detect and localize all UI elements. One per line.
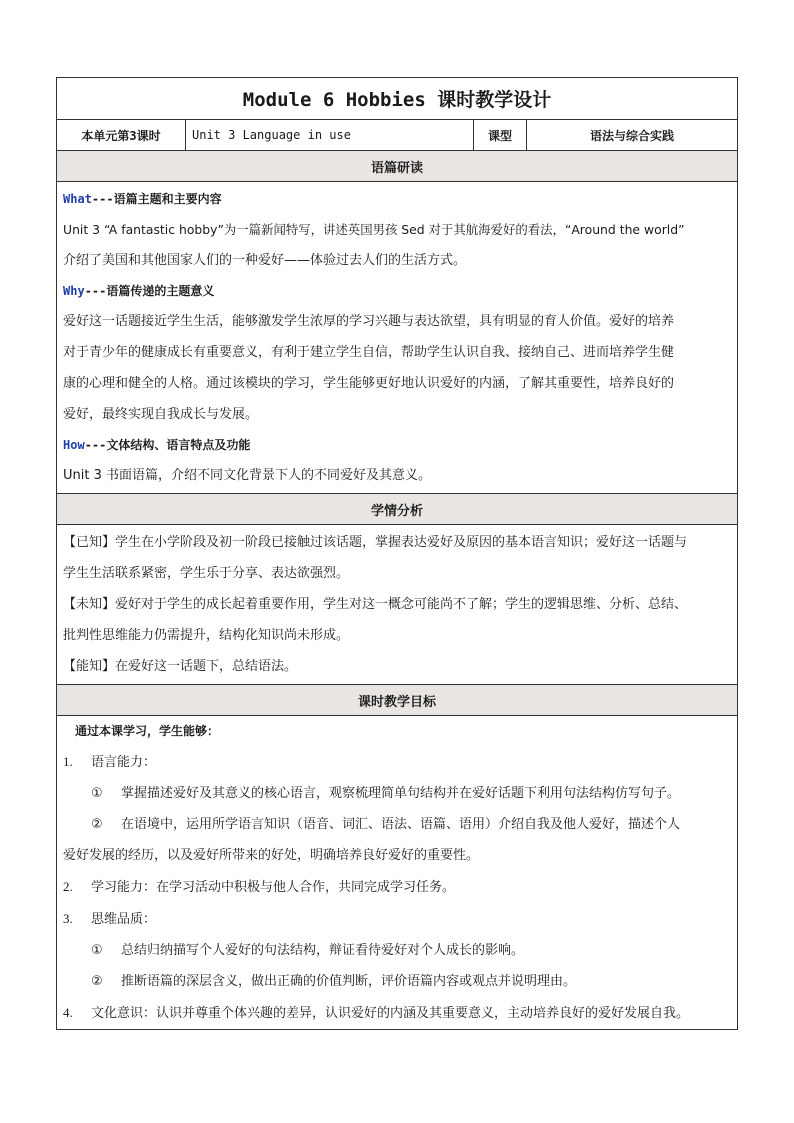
circled-number: ① xyxy=(91,943,103,958)
known-line: 学生生活联系紧密，学生乐于分享、表达欲强烈。 xyxy=(63,566,350,581)
goal-text: 学习能力：在学习活动中积极与他人合作，共同完成学习任务。 xyxy=(91,880,456,895)
how-keyword: How xyxy=(63,438,85,452)
lesson-label: 本单元第3课时 xyxy=(57,120,186,150)
what-text-line: Unit 3 “A fantastic hobby”为一篇新闻特写，讲述英国男孩 Sed 对于其航海爱好的看法，“Around the world” xyxy=(63,222,685,237)
why-text-line: 康的心理和健全的人格。通过该模块的学习，学生能够更好地认识爱好的内涵，了解其重要性，培养良好的 xyxy=(63,376,675,391)
goal-1 xyxy=(63,746,731,778)
goal-4 xyxy=(63,997,731,1029)
unknown-line: 批判性思维能力仍需提升，结构化知识尚未形成。 xyxy=(63,628,350,643)
goal-3a xyxy=(63,935,731,966)
section-heading-text-analysis: 语篇研读 xyxy=(57,151,737,182)
what-subheading-text: ---语篇主题和主要内容 xyxy=(91,192,222,206)
objectives-intro: 通过本课学习，学生能够： xyxy=(75,724,220,738)
lesson-type-label: 课型 xyxy=(474,120,527,150)
why-keyword: Why xyxy=(63,284,85,298)
can-line: 【能知】在爱好这一话题下，总结语法。 xyxy=(63,659,298,674)
document-title: Module 6 Hobbies 课时教学设计 xyxy=(57,78,737,120)
lesson-info-row xyxy=(57,120,737,151)
section-heading-learner-analysis: 学情分析 xyxy=(57,494,737,525)
goal-1b-continued: 爱好发展的经历，以及爱好所带来的好处，明确培养良好爱好的重要性。 xyxy=(63,848,480,863)
goal-label: 思维品质： xyxy=(91,912,157,927)
why-text-line: 爱好这一话题接近学生生活，能够激发学生浓厚的学习兴趣与表达欲望，具有明显的育人价值。爱好的培养 xyxy=(63,314,675,329)
lesson-type-value: 语法与综合实践 xyxy=(589,128,674,143)
how-subheading-text: ---文体结构、语言特点及功能 xyxy=(84,438,251,452)
why-subheading xyxy=(63,276,731,306)
known-line: 【已知】学生在小学阶段及初一阶段已接触过该话题，掌握表达爱好及原因的基本语言知识；爱好这一话题与 xyxy=(63,535,688,550)
what-keyword: What xyxy=(63,192,92,206)
lesson-plan-table xyxy=(56,77,738,1030)
goal-2 xyxy=(63,871,731,903)
goal-text: 推断语篇的深层含义，做出正确的价值判断，评价语篇内容或观点并说明理由。 xyxy=(121,974,577,989)
unit-name: Unit 3 Language in use xyxy=(186,120,474,150)
unknown-line: 【未知】爱好对于学生的成长起着重要作用，学生对这一概念可能尚不了解；学生的逻辑思维、分析、总结、 xyxy=(63,597,688,612)
learner-analysis-body xyxy=(57,525,737,685)
goal-3b xyxy=(63,966,731,997)
goal-number: 4. xyxy=(63,1005,73,1020)
why-text-line: 爱好，最终实现自我成长与发展。 xyxy=(63,407,259,422)
goal-3 xyxy=(63,903,731,935)
goal-1a xyxy=(63,778,731,809)
goal-text: 掌握描述爱好及其意义的核心语言，观察梳理简单句结构并在爱好话题下利用句法结构仿写句子。 xyxy=(121,786,681,801)
goal-label: 语言能力： xyxy=(91,755,157,770)
circled-number: ② xyxy=(91,817,103,832)
how-text-line: Unit 3 书面语篇，介绍不同文化背景下人的不同爱好及其意义。 xyxy=(63,468,431,483)
how-subheading xyxy=(63,430,731,460)
goal-number: 2. xyxy=(63,879,73,894)
goal-1b xyxy=(63,809,731,840)
text-analysis-body xyxy=(57,182,737,494)
section-heading-objectives: 课时教学目标 xyxy=(57,685,737,716)
goal-number: 1. xyxy=(63,754,73,769)
goal-text: 文化意识：认识并尊重个体兴趣的差异，认识爱好的内涵及其重要意义，主动培养良好的爱好发展自我。 xyxy=(91,1006,690,1021)
goal-text: 在语境中，运用所学语言知识（语音、词汇、语法、语篇、语用）介绍自我及他人爱好，描述个人 xyxy=(121,817,681,832)
why-text-line: 对于青少年的健康成长有重要意义，有利于建立学生自信，帮助学生认识自我、接纳自己、进而培养学生健 xyxy=(63,345,675,360)
what-text-line: 介绍了美国和其他国家人们的一种爱好——体验过去人们的生活方式。 xyxy=(63,253,467,268)
circled-number: ① xyxy=(91,786,103,801)
objectives-body xyxy=(57,716,737,1029)
what-subheading xyxy=(63,184,731,214)
goal-text: 总结归纳描写个人爱好的句法结构，辩证看待爱好对个人成长的影响。 xyxy=(121,943,525,958)
why-subheading-text: ---语篇传递的主题意义 xyxy=(84,284,215,298)
circled-number: ② xyxy=(91,974,103,989)
goal-number: 3. xyxy=(63,911,73,926)
